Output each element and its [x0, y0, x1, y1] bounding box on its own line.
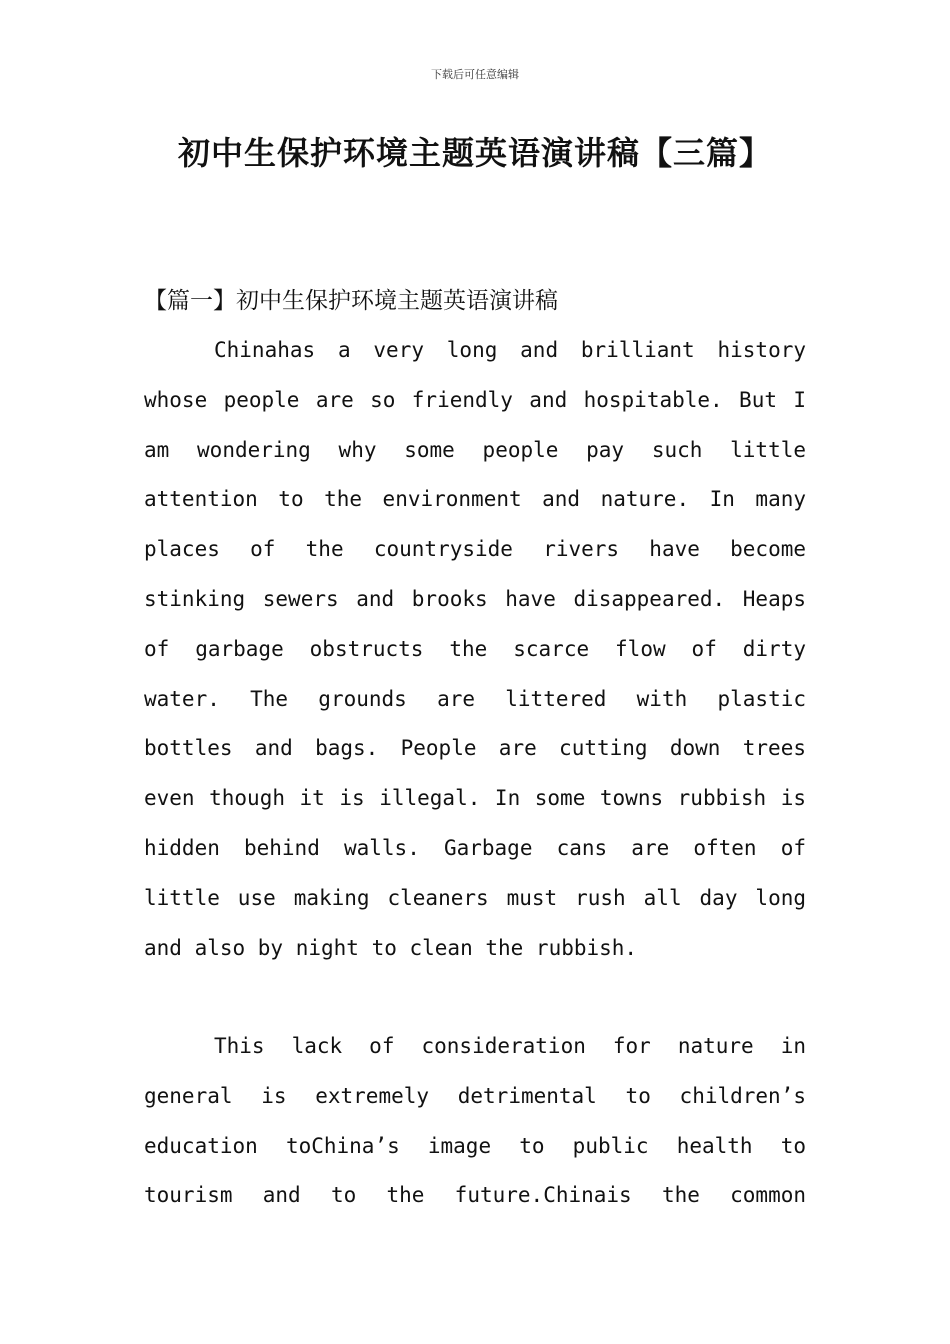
paragraph-line: even though it is illegal. In some towns rubbish is: [144, 786, 806, 811]
paragraph-line: Chinahas a very long and brilliant history: [214, 338, 806, 362]
paragraph-line: stinking sewers and brooks have disappeared. Heaps: [144, 586, 806, 611]
paragraph-line: water. The grounds are littered with plastic: [144, 686, 806, 711]
section-heading: 【篇一】初中生保护环境主题英语演讲稿: [144, 288, 558, 314]
paragraph-2: [144, 1022, 806, 1221]
paragraph-line: bottles and bags. People are cutting down trees: [144, 736, 806, 761]
paragraph-line: education toChina’s image to public health to: [144, 1133, 806, 1158]
document-title: 初中生保护环境主题英语演讲稿【三篇】: [177, 134, 772, 172]
paragraph-line: and also by night to clean the rubbish.: [144, 935, 638, 960]
paragraph-line: am wondering why some people pay such little: [144, 437, 806, 462]
paragraph-line: of garbage obstructs the scarce flow of dirty: [144, 636, 806, 661]
paragraph-line: places of the countryside rivers have become: [144, 537, 806, 562]
paragraph-line: attention to the environment and nature. In many: [144, 487, 806, 512]
paragraph-line: general is extremely detrimental to children’s: [144, 1083, 806, 1108]
paragraph-line: This lack of consideration for nature in: [214, 1034, 806, 1058]
header-note: 下载后可任意编辑: [431, 68, 519, 81]
paragraph-line: little use making cleaners must rush all day long: [144, 885, 806, 910]
paragraph-1: [144, 326, 806, 973]
paragraph-line: hidden behind walls. Garbage cans are often of: [144, 835, 806, 860]
paragraph-line: tourism and to the future.Chinais the common: [144, 1183, 806, 1208]
paragraph-line: whose people are so friendly and hospitable. But I: [144, 387, 806, 412]
